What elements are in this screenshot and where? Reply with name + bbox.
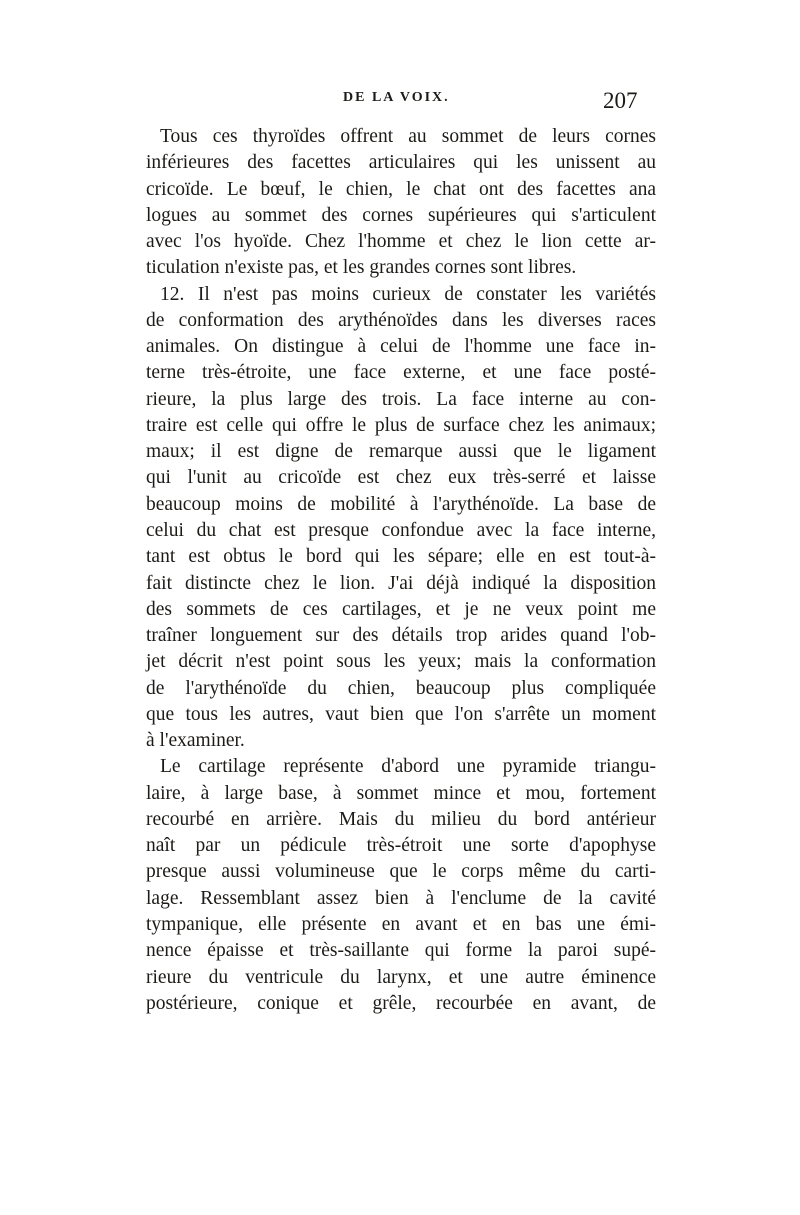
text-line: presque aussi volumineuse que le corps même du carti- [146,861,656,883]
text-line: maux; il est digne de remarque aussi que le ligament [146,441,656,463]
text-line: traîner longuement sur des détails trop arides quand l'ob- [146,625,656,647]
text-line: lage. Ressemblant assez bien à l'enclume de la cavité [146,887,656,909]
body-text [146,124,656,1017]
text-line: cricoïde. Le bœuf, le chien, le chat ont des facettes ana [146,178,656,200]
text-line: rieure, la plus large des trois. La face interne au con- [146,388,656,410]
text-line: celui du chat est presque confondue avec la face interne, [146,519,656,541]
text-line: ticulation n'existe pas, et les grandes cornes sont libres. [146,257,577,279]
text-line: avec l'os hyoïde. Chez l'homme et chez le lion cette ar- [146,231,656,253]
text-line: qui l'unit au cricoïde est chez eux très-serré et laisse [146,467,656,489]
text-line: animales. On distingue à celui de l'homme une face in- [146,336,656,358]
text-line: que tous les autres, vaut bien que l'on s'arrête un moment [146,703,656,725]
text-line: des sommets de ces cartilages, et je ne veux point me [146,598,656,620]
text-line: rieure du ventricule du larynx, et une autre éminence [146,966,656,988]
text-line: tympanique, elle présente en avant et en bas une émi- [146,913,656,935]
text-line: Le cartilage représente d'abord une pyramide triangu- [160,756,656,778]
text-line: nence épaisse et très-saillante qui forme la paroi supé- [146,940,656,962]
text-line: inférieures des facettes articulaires qui les unissent au [146,152,656,174]
running-head: DE LA VOIX. [343,90,450,105]
text-line: fait distincte chez le lion. J'ai déjà indiqué la disposition [146,572,656,594]
text-line: recourbé en arrière. Mais du milieu du bord antérieur [146,808,656,830]
text-line: jet décrit n'est point sous les yeux; mais la conformation [146,651,656,673]
text-line: 12. Il n'est pas moins curieux de constater les variétés [160,283,656,305]
text-line: traire est celle qui offre le plus de surface chez les animaux; [146,414,656,436]
text-line: Tous ces thyroïdes offrent au sommet de leurs cornes [160,126,656,147]
text-line: naît par un pédicule très-étroit une sorte d'apophyse [146,835,656,857]
text-line: laire, à large base, à sommet mince et mou, fortement [146,782,656,804]
text-line: postérieure, conique et grêle, recourbée en avant, de [146,992,656,1014]
text-line: terne très-étroite, une face externe, et une face posté- [146,362,656,384]
page-header [0,88,800,118]
text-line: de conformation des arythénoïdes dans les diverses races [146,309,656,331]
text-line: à l'examiner. [146,730,245,752]
text-line: de l'arythénoïde du chien, beaucoup plus compliquée [146,677,656,699]
text-line: tant est obtus le bord qui les sépare; elle en est tout-à- [146,546,656,568]
text-line: beaucoup moins de mobilité à l'arythénoïde. La base de [146,493,656,515]
text-line: logues au sommet des cornes supérieures qui s'articulent [146,204,656,226]
page-number: 207 [603,88,638,113]
